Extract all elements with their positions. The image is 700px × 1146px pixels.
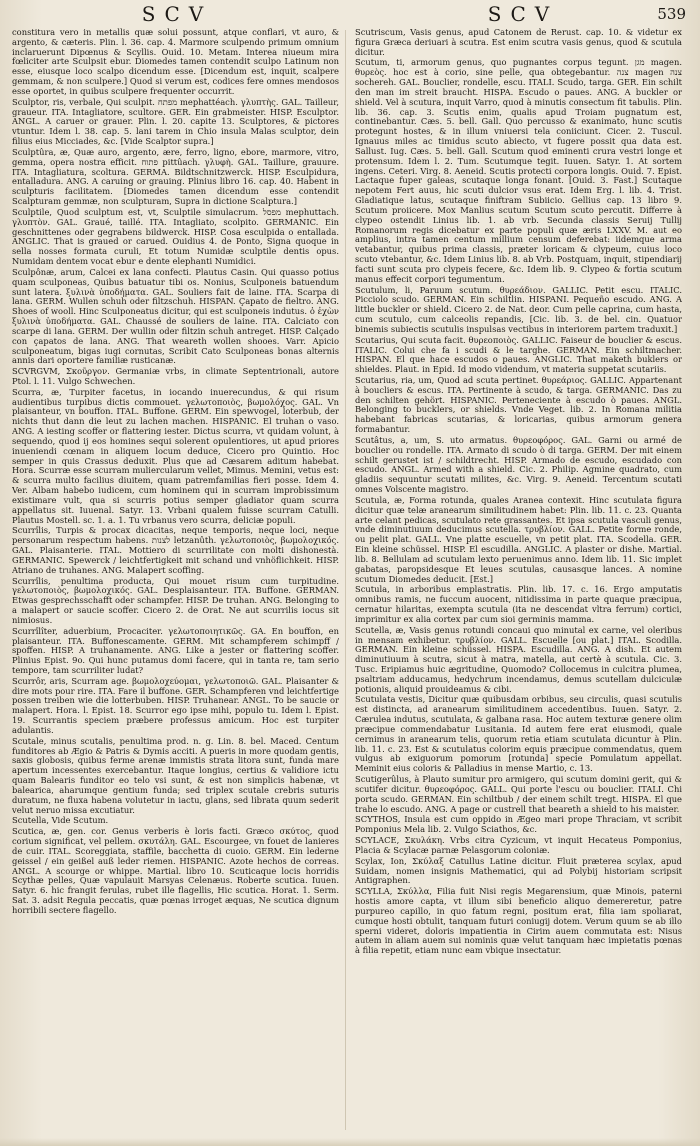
dictionary-entry: Scurra, æ, Turpiter facetus, in iocando inuerecundus, & qui risum audientibus turpibus dictis commouet. γελωτοποιὸς, βωμολόχος. GAL. Vn plaisanteur, vn bouffon. ITAL. Buffone. GERM. Ein spewvogel, loterbub, der nichts thut dann die leut zu lachen machen. HISPANIC. El truhan o vaso. ANG. A iesting scoffer or flattering iester. Dictus scurra, vt quidam volunt, à sequendo, quod ij eos homines sequi solerent opulentiores, ut apud priores inueniendi cœnam in aliquem locum deduce, Cicero pro Quintio. Hoc semper in quis Crassus deduxit. Plus que ad Cæsarem aditum habebat. Hora. Scurræ esse scurram muliercularum vellet, Mimus. Memini, vetus est: & scurra multo facilius diuitem, quam patremfamilias fieri posse. Idem 4. Ver. Albam habebo iudicem, cum hominem qui in scurram improbissimum existimare vult, qua si scurris potius semper gladiator quam scurra appellatus sit. Iuuenal. Satyr. 13. Vrbani qualem fuisse scurram Catulli. Plautus Mostell. sc. 1. a. 1. Tu vrbanus vero scurra, deliciæ populi. bbox=[12, 386, 339, 525]
dictionary-entry: Scutula, æ, Forma rotunda, quales Aranea contexit. Hinc scutulata figura dicitur quæ telæ aranearum similitudinem habet: Plin. lib. 11. c. 23. Quanta arte celant pedicas, scutulato rete grassantes. Et ipsa scutula vasculi genus, vnde diminutiuum deducimus scutella. τρυβλίον. GALL. Petite forme ronde, ou pelit plat. GALL. Vne platte escuelle, vn petit plat. ITA. Scodella. GER. Ein kleine schüssel. HISP. El escudilla. ANGLIC. A plaster or dishe. Martial. lib. 8. Bellulam ad scutulam lexto peruenimus anno. Idem lib. 11. Sic implet gabatas, paropsidesque Et leues scutulas, causasque lances. A nomine scutum Diomedes deducit. [Est.] bbox=[355, 494, 682, 584]
dictionary-entry: Scurrîlis, penultima producta, Qui mouet risum cum turpitudine. γελωτοποιὸς, βωμολοχικός. GAL. Desplaisanteur. ITA. Buffone. GERMAN. Etwas gesprechsschafft oder schampfer. HISP. De truhan. ANG. Belonging to a malapert or saucie scoffer. Cicero 2. de Orat. Ne aut scurrilis iocus sit nimiosus. bbox=[12, 575, 339, 625]
dictionary-entry: SCYLACE, Σκυλάκη. Vrbs citra Cyzicum, vt inquit Hecateus Pomponius, Placia & Scylacæ parnæ Pelasgorum coloniæ. bbox=[355, 835, 682, 855]
dictionary-entry: SCVRGVM, Σκοῦργον. Germaniæ vrbs, in climate Septentrionali, autore Ptol. l. 11. Vulgo Schwechen. bbox=[12, 366, 339, 386]
dictionary-entry: Scutulum, li, Paruum scutum. θυρεάδιον. GALLIC. Petit escu. ITALIC. Picciolo scudo. GERMAN. Ein schiltlin. HISPANI. Pequeño escudo. ANG. A little buckler or shield. Cicero 2. de Nat. deor. Cum pelle caprina, cum hasta, cum scutulo, cum calceolis repandis, [Cic. lib. 3. de bel. cin. Quatuor binemis subiectis scutulis inspulsas vectibus in interiorem partem traduxit.] bbox=[355, 284, 682, 334]
page-bottom-edge bbox=[0, 1138, 700, 1146]
dictionary-entry: Scutriscum, Vasis genus, apud Catonem de Rerust. cap. 10. & videtur ex figura Græca deriuari à scutra. Est enim scutra vasis genus, quod & scutula dicitur. bbox=[355, 28, 682, 57]
dictionary-entry: Scutarius, ria, um, Quod ad scuta pertinet. θυρεάριος. GALLIC. Appartenant à boucliers & escus. ITA. Pertinente à scudo, & targa. GERMANIC. Das zu den schilten gehört. HISPANIC. Perteneciente à escudo ò paues. ANGL. Belonging to bucklers, or shields. Vnde Veget. lib. 2. In Romana militia habebant fabricas scutarias, & loricarias, quibus armorum genera formabantur. bbox=[355, 374, 682, 435]
right-running-head bbox=[356, 0, 690, 28]
dictionary-entry: Scutigerûlus, à Plauto sumitur pro armigero, qui scutum domini gerit, qui & scutifer dicitur. θυρεοφόρος. GALL. Qui porte l'escu ou bouclier. ITALI. Chi porta scudo. GERMAN. Ein schiltbub / der einem schilt tregt. HISPA. El que trahe lo escudo. ANG. A page or custrell that beareth a shield to his maister. bbox=[355, 774, 682, 814]
left-running-head: SCV bbox=[141, 2, 213, 26]
dictionary-entry: Scutâtus, a, um, S. uto armatus. θυρεοφόρος. GAL. Garni ou armé de bouclier ou rondelle. ITA. Armato di scudo ò di targa. GERM. Der mit einem schilt gerustet ist / schildtrecht. HISP. Armado de escudo, escudado con escudo. ANGL. Armed with a shield. Cic. 2. Philip. Agmine quadrato, cum gladiis sequuntur scutati milites, &c. Virg. 9. Aeneid. Tercentum scutati omnes Volscente magistro. bbox=[355, 434, 682, 495]
dictionary-entry: SCYTHOS, Insula est cum oppido in Ægeo mari prope Thraciam, vt scribit Pomponius Mela lib. 2. Vulgo Sciathos, &c. bbox=[355, 814, 682, 835]
dictionary-entry: Scutum, ti, armorum genus, quo pugnantes corpus tegunt. מגן magen. θυρεὸς. hoc est à corio, sine pelle, qua obtegebantur. צנה magen צנה sochereh. GAL. Bouclier, rondelle, escu. ITALI. Scudo, targa. GER. Ein schilt den man im streit braucht. HISPA. Escudo o paues. ANG. A buckler or shield. Vel à scutura, inquit Varro, quod à minutis consectum fit tabulis. Plin. lib. 36. cap. 3. Scutis enim, qualis apud Troiam pugnatum est, continebantur. Cæs. 5. bell. Gall. Quo percusso & exanimato, hunc scutis protegunt hostes, & in illum vniuersi tela coniiciunt. Cicer. 2. Tuscul. Ignauus miles ac timidus scuto abiecto, vt fugere possit qua data est. Sallust. Iug. Cæs. 5. bell. Gall. Scutum quod eminenti crura vestri longe et protensum. Idem l. 2. Tum. Scutumque tegit. Iuuen. Satyr. 1. At sortem ingens. Ceteri. Virg. 8. Aeneid. Scutis protecti corpora longis. Ouid. 7. Epist. Lactaque fuper galeas, scutaque longa fonant. [Ouid. 3. Fast.] Scutaque nepotem Fert auus, hic scuti dulcior vsus erat. Idem Erg. l. lib. 4. Trist. Gladiatique latus, scutaque finiftram Subiicio. Gellius cap. 13 libro 9. Scutum proiicere. Mox Manlius scutum Scutum scuto percutit. Differre à clypeo ostendit Linius lib. 1. ab vrb. Secunda classis Seruij Tullij Romanorum regis dicebatur ex parte populi quæ æris LXXV. M. aut eo amplius, intra tamen centum millium censum deferebat: iidemque arma vetabantur, quibus prima classis, præter loricam & clypeum, cuius loco scuto vtebantur, &c. Idem Linius lib. 8. ab Vrb. Postquam, inquit, stipendiarij facti sunt scuta pro clypeis fecere, &c. Idem lib. 9. Clypeo & fortia scutum manus effecit corpori tegumentum. bbox=[355, 57, 682, 284]
dictionary-entry: Scutarius, Qui scuta facit. θυρεοποιὸς. GALLIC. Faiseur de bouclier & escus. ITALIC. Colui che fa i scudi & le targhe. GERMAN. Ein schiltmacher. HISPAN. El que hace escudos o paues. ANGLIC. That maketh buklers or shieldes. Plaut. in Epid. Id modo videndum, vt materia suppetat scutariis. bbox=[355, 334, 682, 375]
column-gutter bbox=[345, 30, 346, 1130]
dictionary-entry: Scutella, Vide Scutum. bbox=[12, 815, 109, 826]
dictionary-entry: Scutulata vestis, Dicitur quæ quibusdam orbibus, seu circulis, quasi scutulis est distincta, ad aranearum similitudinem accedentibus. Iuuen. Satyr. 2. Cærulea indutus, scutulata, & galbana rasa. Hoc autem texturæ genere olim præcipue commendabatur Lusitania. Id autem fere erat eiusmodi, quale cernimus in aranearum telis, quorum retia etiam scutulata dicuntur à Plin. lib. 11. c. 23. Est & scutulatus colorim equis præcipue commendatus, quem vulgus ab exiguorum pomorum [rotunda] specie Pomulatum appellat. Meminit eius coloris & Palladius in mense Martio, c. 13. bbox=[355, 694, 682, 774]
dictionary-entry: Sculptile, Quod sculptum est, vt, Sculptile simulacrum. מפסל mephuttach. γλυπτὸν. GAL. Graué, taillé. ITA. Intagliato, scolpito. GERMANIC. Ein geschnittenes oder gegrabens bildwerck. HISP. Cosa esculpida o entallada. ANGLIC. That is graued or carued. Ouidius 4. de Ponto, Signa quoque in sella nosses formata curuli, Et totum Numidæ sculptile dentis opus. Numidam dentem vocat ebur e dente elephanti Numidici. bbox=[12, 206, 339, 267]
dictionary-entry: Sculpônæ, arum, Calcei ex lana confecti. Plautus Casin. Qui quasso potius quam sculponeas, Quibus batuatur tibi os. Nonius, Sculponeis batuendum sunt latera. ξυλινὰ ὑποδήματα. GAL. Souliers fait de laine. ITA. Scarpa di lana. GERM. Wullen schuh oder filtzschuh. HISPAN. Çapato de fieltro. ANG. Shoes of wooll. Hinc Sculponeatus dicitur, qui est sculponeis indutus. ὁ ἐχὼν ξυλινὰ ὑποδήματα. GAL. Chaussé de souliers de laine. ITA. Calciato con scarpe di lana. GERM. Der wullin oder filtzin schuh antreget. HISP. Calçado con çapatos de lana. ANG. That weareth wollen shooes. Varr. Apicio sculponeatum, bigas iugi cornutas, Scribit Cato Sculponeas bonas alternis annis dari oportere familiæ rusticanæ. bbox=[12, 266, 339, 366]
dictionary-entry: Scurrôr, aris, Scurram age. βωμολοχεύομαι, γελωτοποιῶ. GAL. Plaisanter & dire mots pour rire. ITA. Fare il buffone. GER. Schampferen vnd leichtfertige possen treiben wie die lotterbuben. HISP. Truhanear. ANGL. To be saucie or malapert. Hora. l. Epist. 18. Scurror ego ipse mihi, populo tu. Idem l. Epist. 19. Scurrantis speciem præbere professus amicum. Hoc est turpiter adulantis. bbox=[12, 675, 339, 735]
dictionary-entry: Scutale, minus scutalis, penultima prod. n. g. Lin. 8. bel. Maced. Centum funditores ab Ægio & Patris & Dymis acciti. A pueris in more quodam gentis, saxis globosis, quibus ferme arenæ immistis strata litora sunt, funda mare apertum incessentes exercebantur. Itaque longius, certius & validiore ictu quam Balearis funditor eo telo vsi sunt, & est non simplicis habenæ, vt balearica, aharumque gentium funda; sed triplex scutale crebris suturis duratum, ne fluxa habena volutetur in iactu, glans, sed librata quum sederit velut neruo missa excutiatur. bbox=[12, 735, 339, 815]
dictionary-entry: Scurrîlîter, aduerbium, Procaciter. γελωτοποιητικῶς. GA. En bouffon, en plaisanteur. ITA. Buffonescamente. GERM. Mit schampferem schimpff / spoffen. HISP. A truhanamente. ANG. Like a jester or flattering scoffer. Plinius Epist. 9o. Qui hunc putamus domi facere, qui in tanta re, tam serio tempore, tam scurriliter ludat? bbox=[12, 625, 339, 675]
dictionary-entry: Scutella, æ, Vasis genus rotundi concaui quo minutal ex carne, vel oleribus in mensam exhibetur. τρυβλίον. GALL. Escuelle [ou plat.] ITAL. Scodilla. GERMAN. Ein kleine schüssel. HISPA. Escudilla. ANG. A dish. Et autem diminutiuum à scutra, sicut à matra, matella, aut certè à scutula. Cic. 3. Tusc. Eripiamus huic ægritudine, Quomodo? Collocemus in culcitra plumea, psaltriam adducamus, hedychrum incendamus, demus scutellam dulciculæ potionis, aliquid prouideamus & cibi. bbox=[355, 624, 682, 694]
dictionary-entry: Scylax, Ion, Σκύλαξ Catullus Latine dicitur. Fluit præterea scylax, apud Suidam, nomen insignis Mathematici, qui ad Polybij historiam scripsit Antigraphen. bbox=[355, 855, 682, 886]
dictionary-entry: Sculptûra, æ, Quæ auro, argento, ære, ferro, ligno, ebore, marmore, vitro, gemma, opera nostra efficit. פתוח pittûach. γλυφὴ. GAL. Taillure, grauure. ITA. Intagliatura, scoltura. GERMA. Bildtschnitzwerck. HISP. Esculpidura, entalladura. ANG. A caruing or grauing. Plinius libro 16. cap. 40. Habent in sculpturis facilitatem. [Diomedes tamen dicendum esse contendit Scalpturam gemmæ, non sculpturam, Supra in dictione Scalptura.] bbox=[12, 146, 339, 207]
dictionary-entry: Scurrîlis, Turpis & procax dicacitas, neque temporis, neque loci, neque personarum respectum habens. לצנות letzanûth. γελωτοποιὸς, βωμολοχικός. GAL. Plaisanterie. ITAL. Mottiero di scurrilitate con molti dishonestà. GERMANIC. Spewerck / leichtfertigkeit mit schand und vnhöflichkeit. HISP. Atriano de truhanes. ANG. Malapert scoffing. bbox=[12, 525, 339, 575]
right-column bbox=[355, 28, 682, 1138]
dictionary-entry: Sculptor, ris, verbale, Qui sculpit. מפתח mephattéach. γλυπτὴς. GAL. Tailleur, graueur. ITA. Intagliatore, scultore. GER. Ein grabmeister. HISP. Esculptor. ANGL. A caruer or grauer. Plin. l. 20. capite 13. Sculptores, & pictores vtuntur. Idem l. 38. cap. 5. lani tarem in Chio insula Malas sculptor, dein filius eius Micciades, &c. [Vide Scalptor supra.] bbox=[12, 96, 339, 147]
dictionary-entry: SCYLLA, Σκύλλα, Filia fuit Nisi regis Megarensium, quæ Minois, paterni hostis amore capta, vt illum sibi beneficio aliquo demereretur, patre purpureo capillo, in quo fatum regni, positum erat, filia iam spoliarat, cumque hosti obtulit, tanquam futuri coniugij dotem. Verum quum se ab illo sperni videret, doloris impatientia in Cirim auem commutata est: Nisus autem in aliam auem sui nominis quæ velut tanquam hæc impietatis pœnas à filia repetit, etiam nunc eam vbique insectatur. bbox=[355, 886, 682, 956]
right-running-head-text: SCV bbox=[487, 2, 559, 26]
left-column bbox=[12, 28, 339, 1138]
dictionary-entry: Scutula, in arboribus emplastratis. Plin. lib. 17. c. 16. Ergo amputatis omnibus ramis, ne fuccum auocent, nitidissima in parte quaque præcipua, cernatur hilaritas, exempta scutula (ita ne descendat vltra ferrum) cortici, imprimitur ex alia cortex par cum sioi germinis mamma. bbox=[355, 584, 682, 624]
page-number: 539 bbox=[657, 5, 686, 23]
dictionary-entry: constitura vero in metallis quæ solui possunt, atque conflari, vt auro, & argento, & cæteris. Plin. l. 36. cap. 4. Marmore sculpendo primum omnium inclaruerunt Dipœnus & Scyllis. Ouid. 10. Metam. Interea niueum mira fœliciter arte Sculpsit ebur. Diomedes tamen contendit sculpo Latinum non esse, eiusque loco scalpo dicendum esse. [Dicendum est, inquit, scalpere gemmam, & non sculpere.] Quod si verum est, codices fere omnes mendosos esse oportet, in quibus sculpere frequenter occurrit. bbox=[12, 28, 339, 96]
dictionary-entry: Scutica, æ, gen. cor. Genus verberis è loris facti. Græco σκύτος, quod corium significat, vel pellem. σκυτάλη. GAL. Escourgee, vn fouet de lanieres de cuir. ITAL. Scoreggiata, staffile, bacchetta di cuoio. GERM. Ein lederne geissel / ein geißel auß leder riemen. HISPANIC. Azote hechos de correas. ANGL. A scourge or whippe. Martial. libro 10. Scuticaque locis horridis Scythæ pelles, Quæ vapulauit Marsyas Celenæus. Roberte scutica. Iuuen. Satyr. 6. hic frangit ferulas, rubet ille flagellis, Hic scutica. Horat. 1. Serm. Sat. 3. adsit Regula peccatis, quæ pœnas irroget æquas, Ne scutica dignum horribili sectere flagello. bbox=[12, 826, 339, 915]
